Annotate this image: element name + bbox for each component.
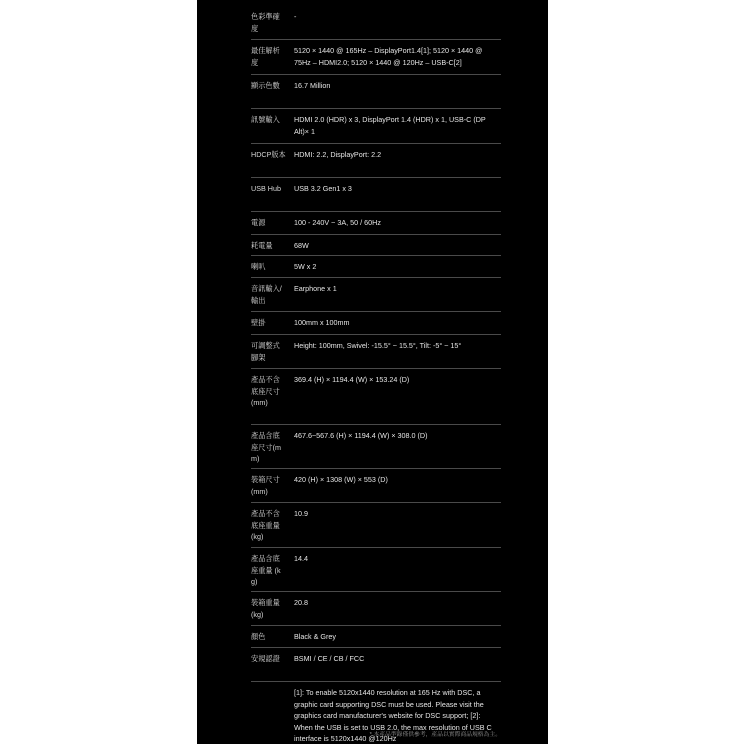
spec-row xyxy=(251,178,501,212)
spec-row xyxy=(251,75,501,109)
spec-value: 14.4 xyxy=(294,554,308,563)
spec-label: 裝箱重量 (kg) xyxy=(251,598,280,619)
spec-value: 10.9 xyxy=(294,509,308,518)
spec-row xyxy=(251,425,501,469)
spec-label: 耗電量 xyxy=(251,241,273,250)
spec-panel xyxy=(197,0,548,744)
spec-value: Height: 100mm, Swivel: -15.5° ~ 15.5°, Tilt: -5° ~ 15° xyxy=(294,341,462,350)
spec-value: 369.4 (H) × 1194.4 (W) × 153.24 (D) xyxy=(294,375,410,384)
spec-value: HDMI: 2.2, DisplayPort: 2.2 xyxy=(294,150,382,159)
spec-value: 68W xyxy=(294,241,309,250)
spec-value: 467.6~567.6 (H) × 1194.4 (W) × 308.0 (D) xyxy=(294,431,428,440)
spec-row xyxy=(251,40,501,75)
spec-value: - xyxy=(294,12,297,21)
spec-label: 最佳解析度 xyxy=(251,46,280,67)
spec-row xyxy=(251,335,501,369)
spec-row xyxy=(251,592,501,626)
spec-label: 產品不含底座重量 (kg) xyxy=(251,509,280,541)
spec-row xyxy=(251,109,501,144)
spec-value: 100mm x 100mm xyxy=(294,318,350,327)
spec-label: 安規認證 xyxy=(251,654,280,663)
spec-row xyxy=(251,256,501,278)
spec-row xyxy=(251,626,501,648)
spec-value: 20.8 xyxy=(294,598,308,607)
spec-row xyxy=(251,235,501,256)
spec-label: 壁掛 xyxy=(251,318,266,327)
spec-row xyxy=(251,503,501,548)
spec-label: 顯示色數 xyxy=(251,81,280,90)
spec-note-text: [1]: To enable 5120x1440 resolution at 165 Hz with DSC, a graphic card supporting DSC must be used. Please visit the graphics card manufacturer's website for DSC support; [2]: When the USB is set to USB 2.0, the max resolution of USB C interface is 5120x1440 @120Hz xyxy=(294,688,492,743)
spec-value: 100 - 240V ~ 3A, 50 / 60Hz xyxy=(294,218,381,227)
spec-row xyxy=(251,212,501,235)
spec-label: 訊號輸入 xyxy=(251,115,280,124)
footer-disclaimer: * 本產品型錄僅供參考，產品以實際商品規格為主。 xyxy=(369,732,501,738)
spec-row xyxy=(251,278,501,312)
spec-value: Earphone x 1 xyxy=(294,284,337,293)
spec-row xyxy=(251,312,501,335)
spec-label: 可調整式腳架 xyxy=(251,341,280,362)
spec-value: Black & Grey xyxy=(294,632,336,641)
spec-row xyxy=(251,144,501,178)
spec-label: 產品含底座尺寸(mm) xyxy=(251,431,281,463)
spec-label: 顏色 xyxy=(251,632,266,641)
spec-table xyxy=(251,6,501,744)
spec-value: USB 3.2 Gen1 x 3 xyxy=(294,184,352,193)
spec-label: 產品含底座重量 (kg) xyxy=(251,554,281,586)
spec-label: 裝箱尺寸(mm) xyxy=(251,475,280,496)
spec-value: BSMI / CE / CB / FCC xyxy=(294,654,365,663)
spec-row xyxy=(251,6,501,40)
spec-label: HDCP版本 xyxy=(251,150,286,159)
spec-label: 喇叭 xyxy=(251,262,266,271)
spec-label: 音訊輸入/輸出 xyxy=(251,284,282,305)
spec-row xyxy=(251,648,501,682)
spec-label: 色彩準確度 xyxy=(251,12,280,33)
spec-label: USB Hub xyxy=(251,184,281,193)
spec-label: 產品不含底座尺寸(mm) xyxy=(251,375,280,407)
spec-row xyxy=(251,369,501,425)
spec-label: 電源 xyxy=(251,218,266,227)
spec-value: 5120 × 1440 @ 165Hz – DisplayPort1.4[1]; 5120 × 1440 @ 75Hz – HDMI2.0; 5120 × 1440 @ 120Hz – USB-C[2] xyxy=(294,46,483,67)
spec-row xyxy=(251,548,501,592)
spec-row xyxy=(251,469,501,503)
spec-value: 16.7 Million xyxy=(294,81,331,90)
spec-value: HDMI 2.0 (HDR) x 3, DisplayPort 1.4 (HDR) x 1, USB-C (DP Alt)× 1 xyxy=(294,115,486,136)
spec-value: 5W x 2 xyxy=(294,262,317,271)
spec-value: 420 (H) × 1308 (W) × 553 (D) xyxy=(294,475,388,484)
